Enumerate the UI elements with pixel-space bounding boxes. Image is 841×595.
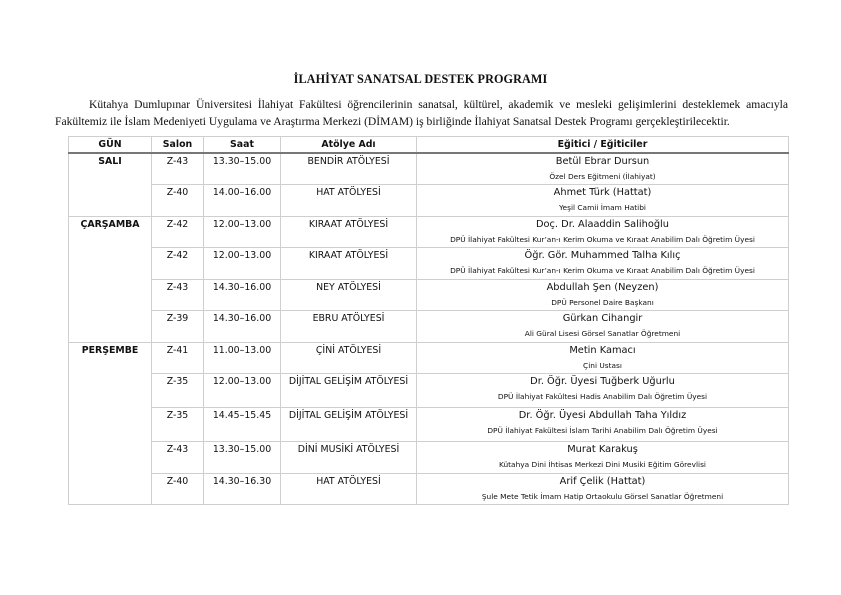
day-cell: ÇARŞAMBA: [69, 216, 152, 342]
table-row: [69, 442, 789, 474]
trainer-role: DPÜ İlahiyat Fakültesi Hadis Anabilim Dalı Öğretim Üyesi: [497, 392, 708, 401]
time-cell: 14.30–16.00: [204, 279, 281, 311]
trainer-role: Kütahya Dini İhtisas Merkezi Dini Musiki Eğitim Görevlisi: [498, 460, 706, 469]
header-trainers: Eğitici / Eğiticiler: [417, 137, 789, 154]
table-row: [69, 185, 789, 217]
workshop-cell: ÇİNİ ATÖLYESİ: [281, 342, 417, 374]
document-title: İLAHİYAT SANATSAL DESTEK PROGRAMI: [293, 72, 548, 86]
table-row: [69, 342, 789, 374]
trainer-cell: [417, 342, 789, 374]
room-cell: Z-42: [152, 248, 204, 280]
trainer-name: Doç. Dr. Alaaddin Salihoğlu: [536, 218, 669, 230]
table-row: [69, 216, 789, 248]
table-header-row: [69, 137, 789, 154]
trainer-cell: [417, 216, 789, 248]
workshop-cell: DİNİ MUSİKİ ATÖLYESİ: [281, 442, 417, 474]
trainer-role: DPÜ İlahiyat Fakültesi Kur’an-ı Kerim Okuma ve Kıraat Anabilim Dalı Öğretim Üyesi: [450, 234, 755, 244]
table-row: [69, 311, 789, 343]
table-row: [69, 408, 789, 442]
trainer-role: DPÜ Personel Daire Başkanı: [551, 297, 654, 307]
time-cell: 12.00–13.00: [204, 374, 281, 408]
table-row: [69, 153, 789, 185]
intro-text: Kütahya Dumlupınar Üniversitesi İlahiyat Fakültesi öğrencilerinin sanatsal, kültürel, akademik ve mesleki gelişimlerini desteklemek amacıyla Fakültemiz ile İslam Medeniyeti Uygulama ve Araştırma Merkezi (DİMAM) iş birliğinde İlahiyat Sanatsal Destek Programı gerçekleştirilecektir.: [55, 98, 788, 128]
day-cell: SALI: [69, 153, 152, 216]
trainer-role: Şule Mete Tetik İmam Hatip Ortaokulu Görsel Sanatlar Öğretmeni: [481, 491, 724, 501]
room-cell: Z-42: [152, 216, 204, 248]
workshop-cell: KIRAAT ATÖLYESİ: [281, 248, 417, 280]
table-row: [69, 248, 789, 280]
trainer-name: Murat Karakuş: [567, 444, 638, 455]
room-cell: Z-43: [152, 442, 204, 474]
trainer-role: DPÜ İlahiyat Fakültesi Kur’an-ı Kerim Okuma ve Kıraat Anabilim Dalı Öğretim Üyesi: [450, 266, 755, 275]
header-time: Saat: [204, 137, 281, 154]
workshop-cell: DİJİTAL GELİŞİM ATÖLYESİ: [281, 408, 417, 442]
time-cell: 14.30–16.00: [204, 311, 281, 343]
trainer-cell: [417, 248, 789, 280]
trainer-role: Ali Güral Lisesi Görsel Sanatlar Öğretmeni: [524, 329, 681, 338]
room-cell: Z-35: [152, 408, 204, 442]
time-cell: 13.30–15.00: [204, 153, 281, 185]
time-cell: 14.00–16.00: [204, 185, 281, 217]
workshop-cell: DİJİTAL GELİŞİM ATÖLYESİ: [281, 374, 417, 408]
trainer-cell: [417, 442, 789, 474]
time-cell: 14.45–15.45: [204, 408, 281, 442]
trainer-name: Arif Çelik (Hattat): [559, 475, 646, 487]
header-day: GÜN: [69, 137, 152, 154]
header-workshop: Atölye Adı: [281, 137, 417, 154]
workshop-cell: BENDİR ATÖLYESİ: [281, 153, 417, 185]
workshop-cell: HAT ATÖLYESİ: [281, 185, 417, 217]
time-cell: 13.30–15.00: [204, 442, 281, 474]
trainer-name: Gürkan Cihangir: [562, 313, 643, 324]
trainer-cell: [417, 185, 789, 217]
trainer-cell: [417, 473, 789, 505]
workshop-cell: KIRAAT ATÖLYESİ: [281, 216, 417, 248]
trainer-name: Dr. Öğr. Üyesi Tuğberk Uğurlu: [530, 376, 675, 387]
trainer-role: Çini Ustası: [583, 360, 622, 370]
trainer-name: Ahmet Türk (Hattat): [553, 187, 652, 198]
table-row: [69, 374, 789, 408]
program-table: [68, 136, 789, 505]
trainer-cell: [417, 408, 789, 442]
workshop-cell: HAT ATÖLYESİ: [281, 473, 417, 505]
intro-paragraph: [55, 96, 788, 130]
table-body: [69, 153, 789, 505]
time-cell: 11.00–13.00: [204, 342, 281, 374]
trainer-cell: [417, 279, 789, 311]
trainer-role: DPÜ İlahiyat Fakültesi İslam Tarihi Anabilim Dalı Öğretim Üyesi: [487, 426, 718, 435]
room-cell: Z-41: [152, 342, 204, 374]
time-cell: 12.00–13.00: [204, 248, 281, 280]
trainer-name: Betül Ebrar Dursun: [555, 156, 650, 167]
trainer-role: Özel Ders Eğitmeni (İlahiyat): [549, 172, 656, 181]
room-cell: Z-39: [152, 311, 204, 343]
day-cell: PERŞEMBE: [69, 342, 152, 505]
trainer-cell: [417, 153, 789, 185]
header-room: Salon: [152, 137, 204, 154]
trainer-name: Abdullah Şen (Neyzen): [546, 281, 659, 293]
workshop-cell: NEY ATÖLYESİ: [281, 279, 417, 311]
trainer-cell: [417, 374, 789, 408]
room-cell: Z-43: [152, 153, 204, 185]
trainer-name: Metin Kamacı: [569, 344, 636, 356]
trainer-cell: [417, 311, 789, 343]
trainer-role: Yeşil Camii İmam Hatibi: [559, 203, 646, 212]
time-cell: 12.00–13.00: [204, 216, 281, 248]
room-cell: Z-43: [152, 279, 204, 311]
trainer-name: Dr. Öğr. Üyesi Abdullah Taha Yıldız: [518, 410, 687, 421]
table-row: [69, 279, 789, 311]
room-cell: Z-40: [152, 473, 204, 505]
trainer-name: Öğr. Gör. Muhammed Talha Kılıç: [524, 250, 681, 261]
time-cell: 14.30–16.30: [204, 473, 281, 505]
table-row: [69, 473, 789, 505]
workshop-cell: EBRU ATÖLYESİ: [281, 311, 417, 343]
room-cell: Z-40: [152, 185, 204, 217]
room-cell: Z-35: [152, 374, 204, 408]
